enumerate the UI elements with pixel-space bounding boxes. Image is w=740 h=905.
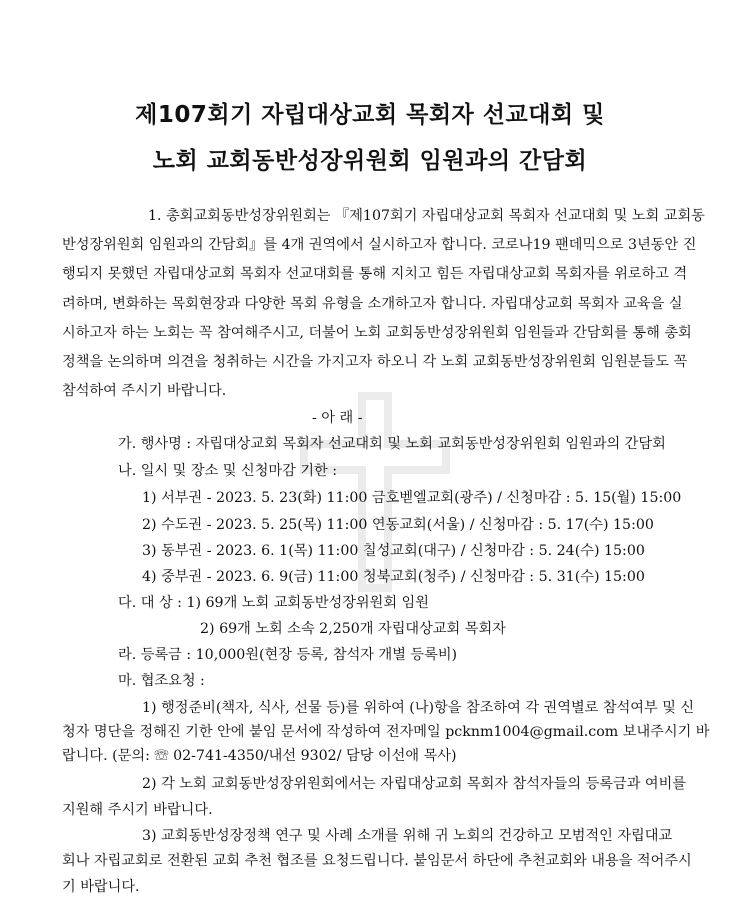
item-da-2: 2) 69개 노회 소속 2,250개 자립대상교회 목회자 [200, 621, 506, 637]
document-title-line1: 제107회기 자립대상교회 목회자 선교대회 및 [135, 102, 605, 128]
item-ma: 마. 협조요청 : [118, 673, 205, 689]
ma3-line: 회나 자립교회로 전환된 교회 추천 협조를 요청드립니다. 붙임문서 하단에 추천교회와 내용을 적어주시 [62, 853, 692, 869]
paragraph-line: 반성장위원회 임원과의 간담회』를 4개 권역에서 실시하고자 합니다. 코로나19 팬데믹으로 3년동안 진 [62, 237, 697, 253]
ma1-line: 1) 행정준비(책자, 식사, 선물 등)를 위하여 (나)항을 참조하여 각 권역별로 참석여부 및 신 [142, 700, 695, 716]
separator: - 아 래 - [312, 410, 363, 426]
item-ga: 가. 행사명 : 자립대상교회 목회자 선교대회 및 노회 교회동반성장위원회 임원과의 간담회 [118, 436, 666, 452]
paragraph-line: 참석하여 주시기 바랍니다. [62, 383, 227, 399]
document-title-line2: 노회 교회동반성장위원회 임원과의 간담회 [152, 148, 588, 174]
schedule-item: 1) 서부권 - 2023. 5. 23(화) 11:00 금호벧엘교회(광주) / 신청마감 : 5. 15(월) 15:00 [142, 490, 682, 506]
schedule-item: 2) 수도권 - 2023. 5. 25(목) 11:00 연동교회(서울) / 신청마감 : 5. 17(수) 15:00 [142, 517, 654, 533]
ma1-line: 청자 명단을 정해진 기한 안에 붙임 문서에 작성하여 전자메일 pcknm1004@gmail.com 보내주시기 바 [62, 724, 710, 740]
paragraph-line: 시하고자 하는 노회는 꼭 참여해주시고, 더불어 노회 교회동반성장위원회 임원들과 간담회를 통해 총회 [62, 325, 692, 341]
paragraph-line: 행되지 못했던 자립대상교회 목회자 선교대회를 통해 지치고 힘든 자립대상교회 목회자를 위로하고 격 [62, 266, 688, 282]
paragraph-line: 려하며, 변화하는 목회현장과 다양한 목회 유형을 소개하고자 합니다. 자립대상교회 목회자 교육을 실 [62, 296, 683, 312]
paragraph-line: 1. 총회교회동반성장위원회는 『제107회기 자립대상교회 목회자 선교대회 및 노회 교회동 [148, 208, 705, 224]
schedule-item: 4) 중부권 - 2023. 6. 9(금) 11:00 청북교회(청주) / 신청마감 : 5. 31(수) 15:00 [142, 569, 645, 585]
ma2-line: 2) 각 노회 교회동반성장위원회에서는 자립대상교회 목회자 참석자들의 등록금과 여비를 [142, 776, 687, 792]
item-ra: 라. 등록금 : 10,000원(현장 등록, 참석자 개별 등록비) [118, 647, 458, 663]
schedule-item: 3) 동부권 - 2023. 6. 1(목) 11:00 칠성교회(대구) / 신청마감 : 5. 24(수) 15:00 [142, 543, 645, 559]
ma1-line: 랍니다. (문의: ☏ 02-741-4350/내선 9302/ 담당 이선애 목사) [62, 748, 457, 764]
ma2-line: 지원해 주시기 바랍니다. [62, 802, 213, 818]
ma3-line: 기 바랍니다. [62, 879, 140, 895]
paragraph-line: 정책을 논의하며 의견을 청취하는 시간을 가지고자 하오니 각 노회 교회동반성장위원회 임원분들도 꼭 [62, 354, 688, 370]
item-da-1: 다. 대 상 : 1) 69개 노회 교회동반성장위원회 임원 [118, 595, 429, 611]
item-na: 나. 일시 및 장소 및 신청마감 기한 : [118, 463, 338, 479]
ma3-line: 3) 교회동반성장정책 연구 및 사례 소개를 위해 귀 노회의 건강하고 모범적인 자립대교 [142, 828, 673, 844]
